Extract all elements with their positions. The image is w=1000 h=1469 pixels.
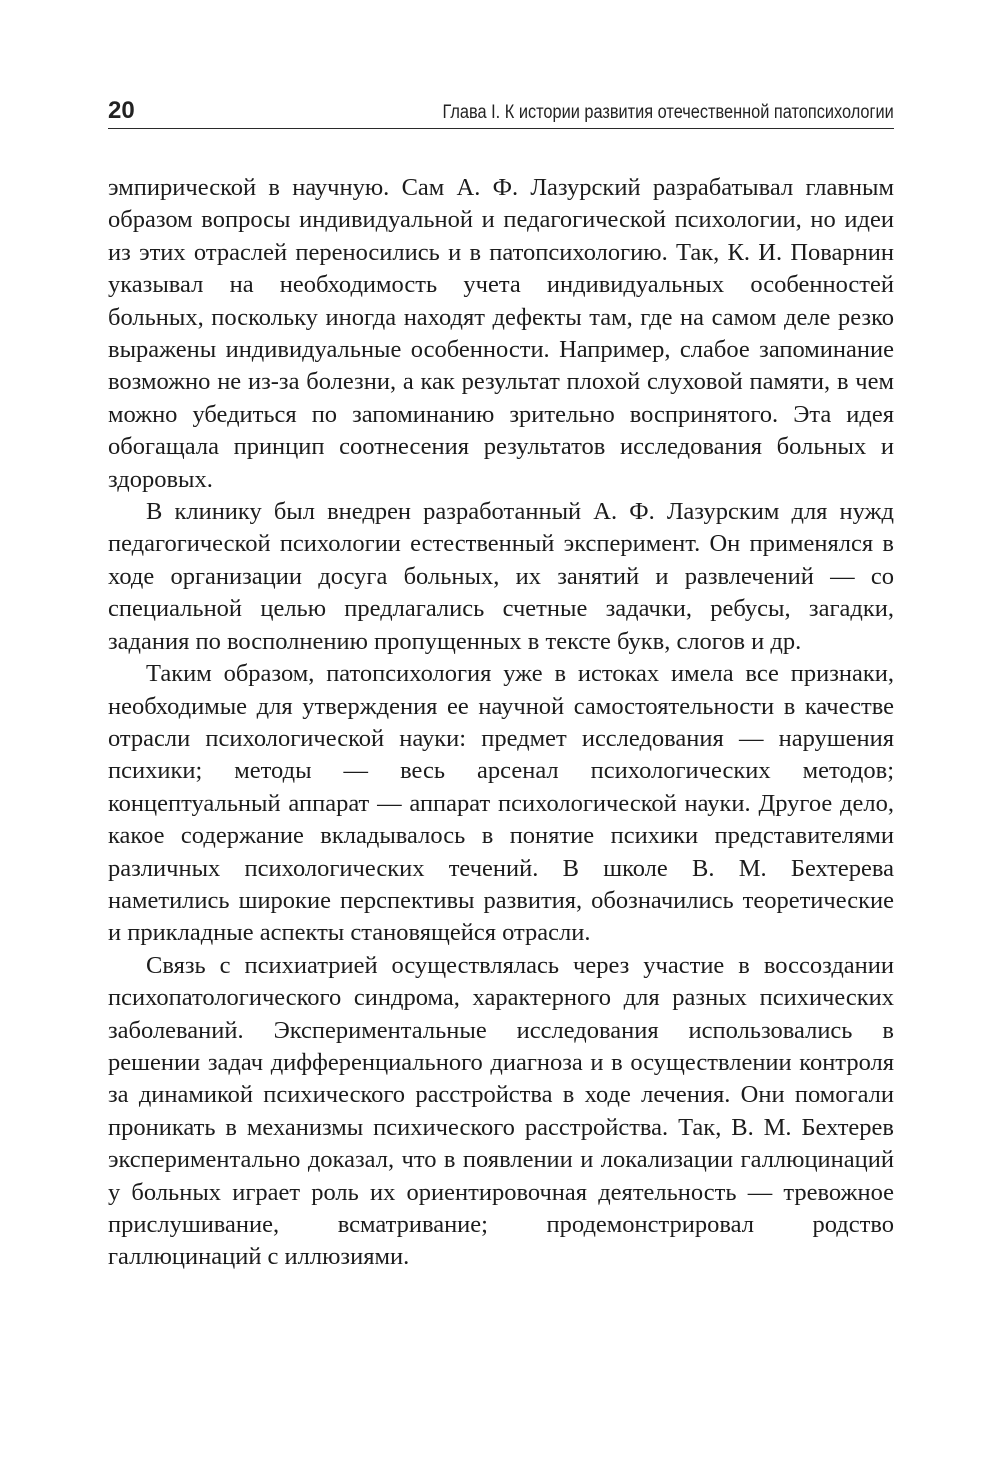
header-rule xyxy=(108,128,894,129)
chapter-title: Глава I. К истории развития отечественной патопсихологии xyxy=(442,102,894,123)
paragraph: В клинику был внедрен разработанный А. Ф. Лазурским для нужд педагогической психологии естественный эксперимент. Он применялся в ходе организации досуга больных, их занятий и развлечений — со специальной целью предлагались счетные задачки, ребусы, загадки, задания по восполнению пропущенных в тексте букв, слогов и др. xyxy=(108,498,894,655)
paragraph: Связь с психиатрией осуществлялась через участие в воссоздании психопатологического синдрома, характерного для разных психических заболеваний. Экспериментальные исследования использовались в решении задач дифференциального диагноза и в осуществлении контроля за динамикой психического расстройства в ходе лечения. Они помогали проникать в механизмы психического расстройства. Так, В. М. Бехтерев экспериментально доказал, что в появлении и локализации галлюцинаций у больных играет роль их ориентировочная деятельность — тревожное прислушивание, всматривание; продемонстрировал родство галлюцинаций с иллюзиями. xyxy=(108,951,894,1271)
body-text xyxy=(108,172,894,1274)
paragraph: Таким образом, патопсихология уже в истоках имела все признаки, необходимые для утверждения ее научной самостоятельности в качестве отрасли психологической науки: предмет исследования — нарушения психики; методы — весь арсенал психологических методов; концептуальный аппарат — аппарат психологической науки. Другое дело, какое содержание вкладывалось в понятие психики представителями различных психологических течений. В школе В. М. Бехтерева наметились широкие перспективы развития, обозначились теоретические и прикладные аспекты становящейся отрасли. xyxy=(108,660,894,947)
running-header xyxy=(108,92,894,128)
paragraph-continuation: эмпирической в научную. Сам А. Ф. Лазурский разрабатывал главным образом вопросы индивидуальной и педагогической психологии, но идеи из этих отраслей переносились и в патопсихологию. Так, К. И. Поварнин указывал на необходимость учета индивидуальных особенностей больных, поскольку иногда находят дефекты там, где на самом деле резко выражены индивидуальные особенности. Например, слабое запоминание возможно не из-за болезни, а как результат плохой слуховой памяти, в чем можно убедиться по запоминанию зрительно воспринятого. Эта идея обогащала принцип соотнесения результатов исследования больных и здоровых. xyxy=(108,174,894,493)
page-number: 20 xyxy=(108,97,135,124)
